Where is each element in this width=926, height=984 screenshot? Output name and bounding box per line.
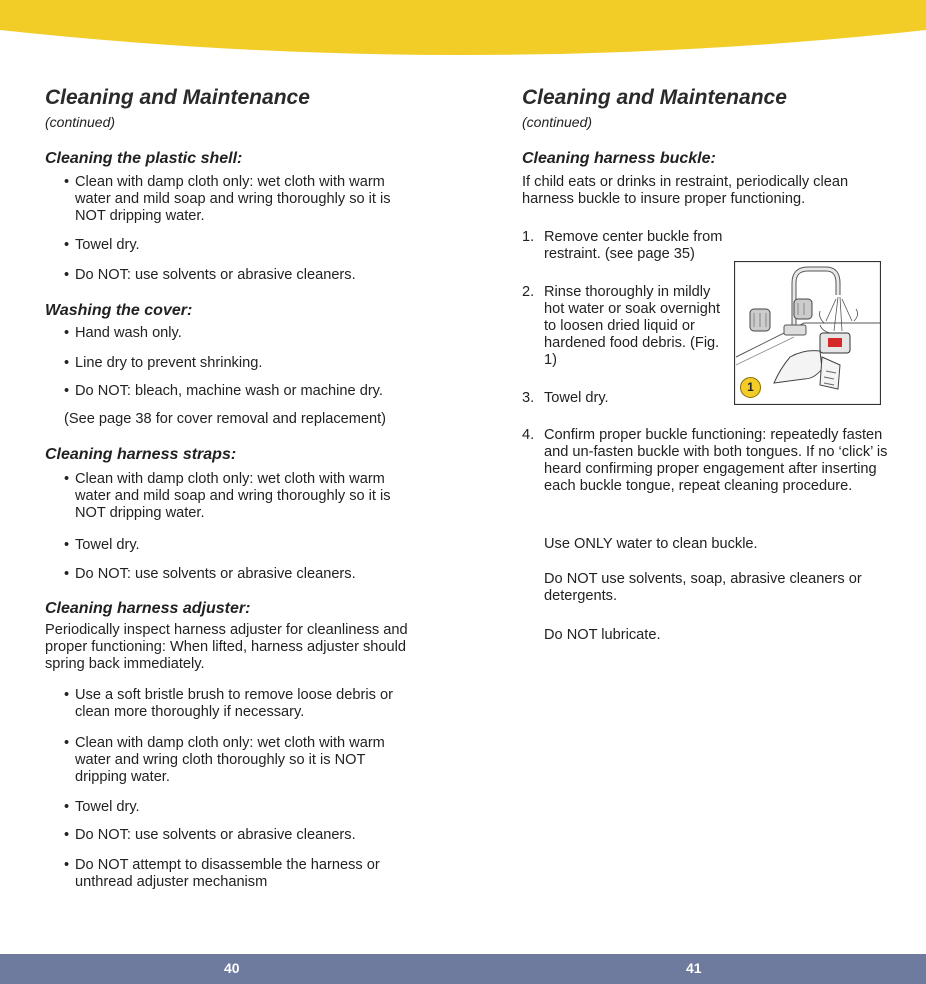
bullet-item: • Clean with damp cloth only: wet cloth with warm water and mild soap and wring thoroughly so it is NOT dripping water.: [64, 174, 420, 225]
yellow-header-banner: [0, 0, 926, 70]
footer-bar: [0, 954, 926, 984]
step-text: Towel dry.: [544, 390, 609, 406]
heading-harness-straps: Cleaning harness straps:: [45, 446, 237, 463]
bullet-item: • Towel dry.: [64, 799, 420, 816]
bullet-item: • Towel dry.: [64, 537, 420, 554]
bullet-item: • Do NOT attempt to disassemble the harness or unthread adjuster mechanism: [64, 857, 420, 891]
note-water-only: Use ONLY water to clean buckle.: [544, 536, 758, 552]
left-page-title: Cleaning and Maintenance: [45, 86, 310, 109]
bullet-item: • Do NOT: use solvents or abrasive cleaners.: [64, 566, 420, 583]
heading-harness-adjuster: Cleaning harness adjuster:: [45, 600, 251, 617]
bullet-item: • Do NOT: bleach, machine wash or machine dry.: [64, 383, 420, 400]
step-item: [522, 229, 744, 263]
step-text: Rinse thoroughly in mildly hot water or soak overnight to loosen dried liquid or hardened food debris. (Fig. 1): [544, 284, 721, 368]
page-number-right: 41: [686, 960, 702, 976]
step-item: [522, 427, 889, 495]
figure-badge: [740, 377, 761, 398]
bullet-item: • Do NOT: use solvents or abrasive cleaners.: [64, 267, 420, 284]
step-number: 3.: [522, 390, 535, 406]
adjuster-intro: Periodically inspect harness adjuster for cleanliness and proper functioning: When lifted, harness adjuster should spring back immediately.: [45, 622, 408, 672]
step-number: 1.: [522, 229, 535, 245]
step-number: 2.: [522, 284, 535, 300]
bullet-item: • Clean with damp cloth only: wet cloth with warm water and mild soap and wring thoroughly so it is NOT dripping water.: [64, 471, 420, 522]
page-number-left: 40: [224, 960, 240, 976]
figure-rinse-buckle: [734, 261, 881, 405]
figure-number: 1: [747, 380, 754, 394]
note-no-solvents: Do NOT use solvents, soap, abrasive cleaners or detergents.: [544, 571, 862, 604]
heading-washing-cover: Washing the cover:: [45, 302, 193, 319]
left-continued-label: (continued): [45, 114, 116, 130]
step-item: [522, 390, 744, 407]
bullet-item: • Do NOT: use solvents or abrasive cleaners.: [64, 827, 420, 844]
step-number: 4.: [522, 427, 535, 443]
right-page-title: Cleaning and Maintenance: [522, 86, 787, 109]
step-text: Remove center buckle from restraint. (see page 35): [544, 229, 723, 262]
buckle-intro: If child eats or drinks in restraint, periodically clean harness buckle to insure proper functioning.: [522, 174, 849, 207]
note-no-lubricate: Do NOT lubricate.: [544, 627, 661, 643]
heading-harness-buckle: Cleaning harness buckle:: [522, 150, 716, 167]
bullet-item: • Hand wash only.: [64, 325, 420, 342]
step-item: [522, 284, 724, 369]
bullet-item: • Towel dry.: [64, 237, 420, 254]
step-text: Confirm proper buckle functioning: repeatedly fasten and un-fasten buckle with both tongues. If no ‘click’ is heard confirming proper engagement after inserting each buckle tongue, repeat cleaning procedure.: [544, 427, 888, 494]
heading-plastic-shell: Cleaning the plastic shell:: [45, 150, 243, 167]
right-continued-label: (continued): [522, 114, 593, 130]
bullet-item: • Clean with damp cloth only: wet cloth with warm water and wring cloth thoroughly so it is NOT dripping water.: [64, 735, 420, 786]
bullet-item: • Line dry to prevent shrinking.: [64, 355, 420, 372]
cover-removal-note: (See page 38 for cover removal and replacement): [64, 411, 387, 427]
bullet-item: • Use a soft bristle brush to remove loose debris or clean more thoroughly if necessary.: [64, 687, 420, 721]
